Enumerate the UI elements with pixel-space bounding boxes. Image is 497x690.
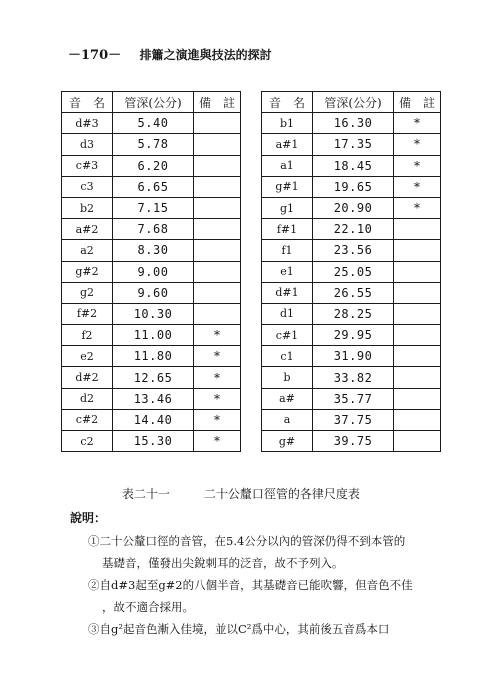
table-row	[62, 240, 241, 261]
remark-cell	[394, 240, 441, 261]
remark-cell	[194, 282, 241, 303]
remark-cell: *	[394, 113, 441, 134]
remark-cell	[394, 282, 441, 303]
depth-cell: 7.68	[113, 219, 194, 240]
table-row	[62, 197, 241, 218]
note-cell: f#1	[262, 219, 313, 240]
depth-cell: 16.30	[313, 113, 394, 134]
note-cell: f1	[262, 240, 313, 261]
table-row	[62, 346, 241, 367]
caption-text: 二十公釐口徑管的各律尺度表	[203, 487, 360, 501]
note-cell: d#3	[62, 113, 113, 134]
page-header	[68, 44, 272, 63]
note-line: ②自d#3起至g#2的八個半音，其基礎音已能吹響，但音色不佳	[88, 578, 413, 592]
remark-cell	[394, 325, 441, 346]
remark-cell	[194, 113, 241, 134]
note-cell: a#1	[262, 134, 313, 155]
depth-cell: 11.00	[113, 325, 194, 346]
remark-cell	[194, 303, 241, 324]
table-row	[62, 113, 241, 134]
depth-cell: 5.40	[113, 113, 194, 134]
column-header-depth: 管深(公分)	[113, 92, 194, 113]
depth-cell: 26.55	[313, 282, 394, 303]
remark-cell	[194, 197, 241, 218]
remark-cell: *	[194, 409, 241, 430]
note-cell: d3	[62, 134, 113, 155]
remark-cell: *	[194, 388, 241, 409]
note-cell: d2	[62, 388, 113, 409]
note-cell: c#1	[262, 325, 313, 346]
explanation-label: 說明：	[70, 511, 107, 525]
remark-cell: *	[394, 134, 441, 155]
depth-cell: 19.65	[313, 176, 394, 197]
table-row	[62, 261, 241, 282]
table-row	[62, 219, 241, 240]
note-cell: g#2	[62, 261, 113, 282]
column-header-depth: 管深(公分)	[313, 92, 394, 113]
depth-cell: 13.46	[113, 388, 194, 409]
column-header-remark: 備 註	[394, 92, 441, 113]
depth-cell: 35.77	[313, 388, 394, 409]
note-cell: e2	[62, 346, 113, 367]
column-header-remark: 備 註	[194, 92, 241, 113]
note-cell: c1	[262, 346, 313, 367]
depth-cell: 33.82	[313, 367, 394, 388]
remark-cell: *	[194, 431, 241, 452]
remark-cell	[394, 388, 441, 409]
remark-cell: *	[394, 155, 441, 176]
table-row	[262, 303, 441, 324]
column-header-note: 音 名	[262, 92, 313, 113]
depth-cell: 8.30	[113, 240, 194, 261]
note-cell: d#1	[262, 282, 313, 303]
table-header-row	[62, 92, 241, 113]
note-cell: b2	[62, 197, 113, 218]
remark-cell	[194, 219, 241, 240]
note-cell: g1	[262, 197, 313, 218]
table-row	[62, 325, 241, 346]
note-line: ③自g²起音色漸入佳境，並以C²爲中心，其前後五音爲本口	[88, 622, 390, 636]
remark-cell: *	[194, 346, 241, 367]
remark-cell	[194, 240, 241, 261]
depth-cell: 7.15	[113, 197, 194, 218]
depth-cell: 14.40	[113, 409, 194, 430]
table-row	[262, 325, 441, 346]
pitch-table-left	[61, 91, 241, 452]
note-cell: b1	[262, 113, 313, 134]
depth-cell: 29.95	[313, 325, 394, 346]
note-line: ，故不適合採用。	[102, 600, 194, 614]
depth-cell: 37.75	[313, 409, 394, 430]
remark-cell	[194, 176, 241, 197]
table-row	[262, 113, 441, 134]
column-header-note: 音 名	[62, 92, 113, 113]
note-cell: a1	[262, 155, 313, 176]
note-cell: g2	[62, 282, 113, 303]
table-row	[262, 261, 441, 282]
depth-cell: 25.05	[313, 261, 394, 282]
note-cell: a#	[262, 388, 313, 409]
note-cell: f2	[62, 325, 113, 346]
table-row	[62, 388, 241, 409]
remark-cell: *	[394, 197, 441, 218]
depth-cell: 10.30	[113, 303, 194, 324]
table-row	[262, 346, 441, 367]
explanation-notes	[88, 530, 458, 640]
remark-cell	[394, 261, 441, 282]
remark-cell: *	[194, 325, 241, 346]
table-row	[262, 197, 441, 218]
remark-cell	[394, 303, 441, 324]
remark-cell	[194, 134, 241, 155]
note-cell: d1	[262, 303, 313, 324]
remark-cell	[394, 346, 441, 367]
note-line: ①二十公釐口徑的音管，在5.4公分以內的管深仍得不到本管的	[88, 534, 406, 548]
note-cell: c3	[62, 176, 113, 197]
table-row	[62, 431, 241, 452]
table-row	[262, 367, 441, 388]
depth-cell: 23.56	[313, 240, 394, 261]
remark-cell: *	[394, 176, 441, 197]
table-row	[262, 176, 441, 197]
depth-cell: 17.35	[313, 134, 394, 155]
table-row	[262, 134, 441, 155]
table-row	[262, 388, 441, 409]
remark-cell	[194, 261, 241, 282]
remark-cell: *	[194, 367, 241, 388]
table-row	[262, 282, 441, 303]
remark-cell	[394, 409, 441, 430]
remark-cell	[394, 367, 441, 388]
depth-cell: 20.90	[313, 197, 394, 218]
table-row	[62, 282, 241, 303]
table-row	[262, 240, 441, 261]
note-cell: e1	[262, 261, 313, 282]
depth-cell: 22.10	[313, 219, 394, 240]
note-cell: a	[262, 409, 313, 430]
note-cell: d#2	[62, 367, 113, 388]
running-title: 排簫之演進與技法的探討	[139, 48, 272, 62]
depth-cell: 28.25	[313, 303, 394, 324]
note-cell: b	[262, 367, 313, 388]
depth-cell: 31.90	[313, 346, 394, 367]
table-caption	[122, 485, 360, 502]
remark-cell	[394, 431, 441, 452]
pitch-table-right	[261, 91, 441, 452]
table-row	[62, 134, 241, 155]
table-row	[262, 155, 441, 176]
depth-cell: 6.20	[113, 155, 194, 176]
note-cell: g#1	[262, 176, 313, 197]
remark-cell	[394, 219, 441, 240]
page-number: －170－	[68, 48, 122, 63]
note-cell: c#2	[62, 409, 113, 430]
note-cell: a#2	[62, 219, 113, 240]
depth-cell: 6.65	[113, 176, 194, 197]
note-cell: g#	[262, 431, 313, 452]
remark-cell	[194, 155, 241, 176]
table-row	[62, 409, 241, 430]
table-row	[62, 155, 241, 176]
note-line: 基礎音，僅發出尖銳刺耳的泛音，故不予列入。	[102, 556, 344, 570]
depth-cell: 18.45	[313, 155, 394, 176]
caption-number: 表二十一	[122, 487, 171, 501]
note-cell: c#3	[62, 155, 113, 176]
table-row	[262, 409, 441, 430]
depth-cell: 9.60	[113, 282, 194, 303]
depth-cell: 11.80	[113, 346, 194, 367]
note-cell: a2	[62, 240, 113, 261]
depth-cell: 39.75	[313, 431, 394, 452]
table-row	[262, 431, 441, 452]
note-cell: f#2	[62, 303, 113, 324]
table-header-row	[262, 92, 441, 113]
depth-cell: 5.78	[113, 134, 194, 155]
table-row	[262, 219, 441, 240]
note-cell: c2	[62, 431, 113, 452]
table-row	[62, 367, 241, 388]
depth-cell: 12.65	[113, 367, 194, 388]
table-row	[62, 303, 241, 324]
table-row	[62, 176, 241, 197]
depth-cell: 9.00	[113, 261, 194, 282]
depth-cell: 15.30	[113, 431, 194, 452]
